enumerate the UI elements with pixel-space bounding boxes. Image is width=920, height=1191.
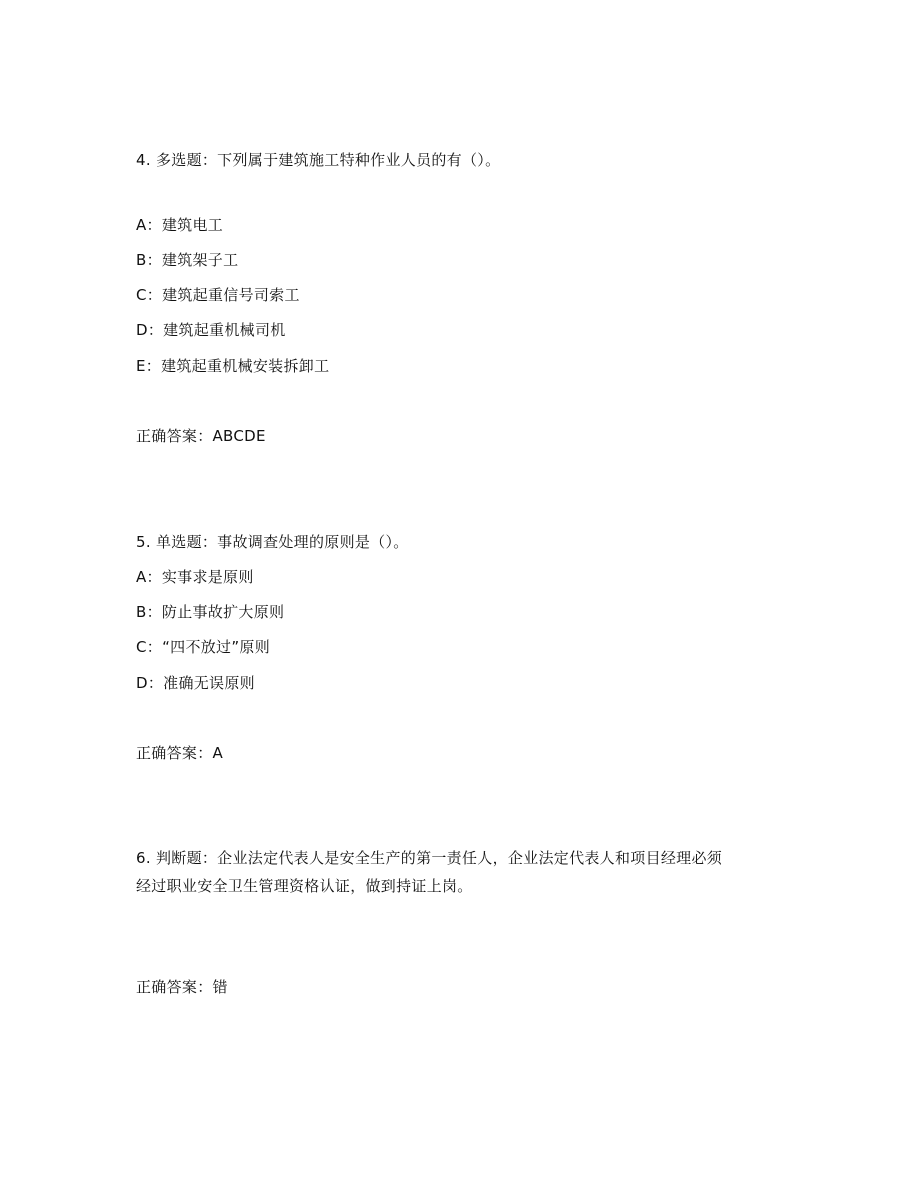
- question-4-option-d: D：建筑起重机械司机: [136, 321, 286, 339]
- question-4-option-b: B：建筑架子工: [136, 251, 239, 269]
- question-6-stem-line-2: 经过职业安全卫生管理资格认证，做到持证上岗。: [136, 877, 473, 895]
- question-4-option-a: A：建筑电工: [136, 216, 224, 234]
- question-4-stem: 4. 多选题：下列属于建筑施工特种作业人员的有（）。: [136, 151, 501, 169]
- question-6-answer: 正确答案：错: [136, 978, 228, 996]
- question-6-stem-line-1: 6. 判断题：企业法定代表人是安全生产的第一责任人，企业法定代表人和项目经理必须: [136, 849, 723, 867]
- question-5-option-a: A：实事求是原则: [136, 568, 254, 586]
- question-5-option-b: B：防止事故扩大原则: [136, 603, 285, 621]
- question-4-option-c: C：建筑起重信号司索工: [136, 286, 300, 304]
- question-5-stem: 5. 单选题：事故调查处理的原则是（）。: [136, 533, 409, 551]
- question-4-option-e: E：建筑起重机械安装拆卸工: [136, 357, 330, 375]
- question-4-answer: 正确答案：ABCDE: [136, 427, 266, 445]
- question-5-answer: 正确答案：A: [136, 744, 224, 762]
- question-5-option-c: C：“四不放过”原则: [136, 638, 271, 656]
- question-5-option-d: D：准确无误原则: [136, 674, 255, 692]
